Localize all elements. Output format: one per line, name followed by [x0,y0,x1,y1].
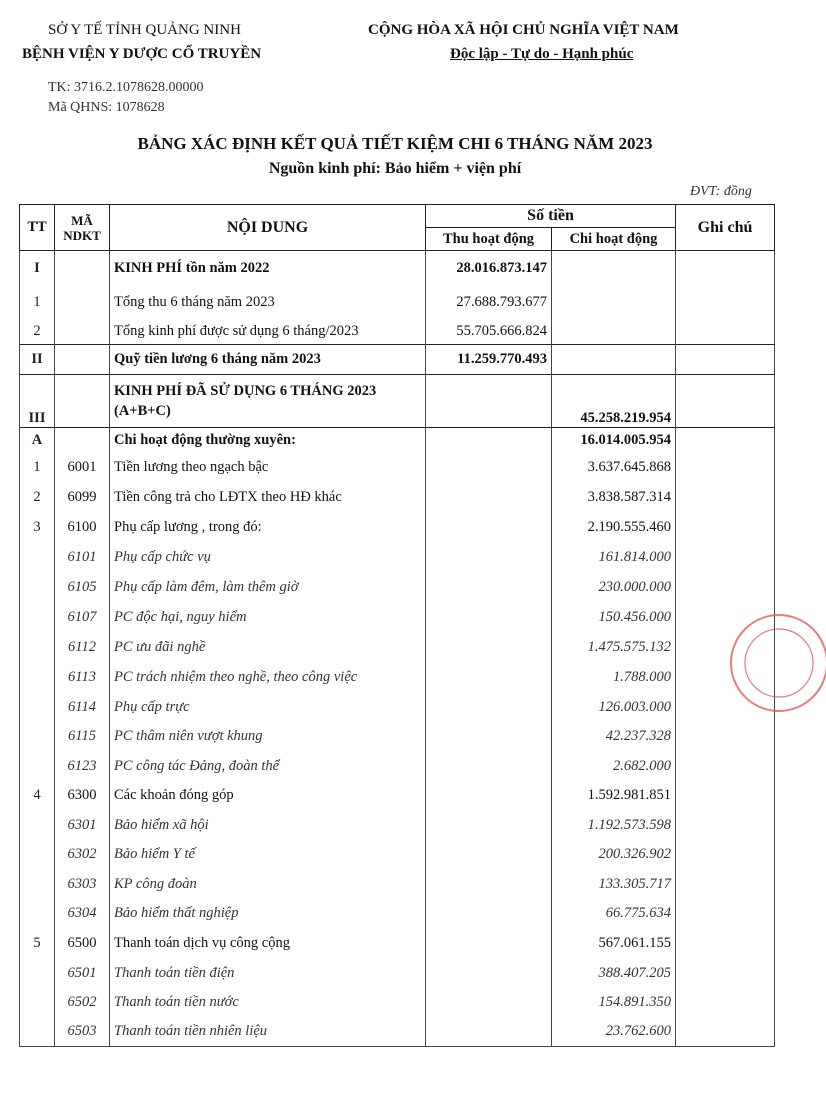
row-expense [552,345,676,375]
row-content: Thanh toán dịch vụ công cộng [110,929,426,959]
row-content: Phụ cấp lương , trong đó: [110,513,426,543]
row-code: 6114 [55,693,110,722]
table-row [20,513,775,543]
row-code: 6105 [55,573,110,603]
unit-label: ĐVT: đồng [690,184,752,199]
row-note [676,345,775,375]
row-content: Tổng thu 6 tháng năm 2023 [110,286,426,320]
row-content: PC thâm niên vượt khung [110,722,426,752]
row-note [676,929,775,959]
row-content: Bảo hiểm xã hội [110,811,426,840]
row-note [676,320,775,345]
qhns-code: Mã QHNS: 1078628 [48,100,165,115]
row-content: Phụ cấp chức vụ [110,543,426,573]
row-tt [20,573,55,603]
row-income [426,453,552,483]
row-code: 6503 [55,1017,110,1047]
row-tt [20,543,55,573]
header-tt: TT [20,205,55,251]
row-code: 6501 [55,959,110,988]
row-income [426,959,552,988]
row-content: Tiền lương theo ngạch bậc [110,453,426,483]
row-note [676,1017,775,1047]
savings-table [19,204,775,1047]
row-code: 6123 [55,752,110,781]
republic-name: CỘNG HÒA XÃ HỘI CHỦ NGHĨA VIỆT NAM [368,22,679,38]
row-expense: 567.061.155 [552,929,676,959]
row-expense: 16.014.005.954 [552,428,676,453]
row-income [426,752,552,781]
row-expense: 45.258.219.954 [552,375,676,428]
row-code: 6099 [55,483,110,513]
row-content: PC công tác Đảng, đoàn thể [110,752,426,781]
table-row [20,543,775,573]
row-expense: 66.775.634 [552,899,676,929]
row-tt [20,1017,55,1047]
row-expense: 2.190.555.460 [552,513,676,543]
row-code: 6115 [55,722,110,752]
table-row [20,428,775,453]
row-tt [20,722,55,752]
row-income: 28.016.873.147 [426,251,552,286]
row-code [55,375,110,428]
row-content: PC ưu đãi nghề [110,633,426,663]
table-row [20,633,775,663]
row-tt: 4 [20,781,55,811]
row-content: Chi hoạt động thường xuyên: [110,428,426,453]
row-code: 6300 [55,781,110,811]
row-income: 27.688.793.677 [426,286,552,320]
table-row [20,1017,775,1047]
row-content: Quỹ tiền lương 6 tháng năm 2023 [110,345,426,375]
row-code: 6107 [55,603,110,633]
row-code: 6302 [55,840,110,870]
row-expense: 161.814.000 [552,543,676,573]
row-code: 6502 [55,988,110,1017]
table-row [20,870,775,899]
row-expense: 42.237.328 [552,722,676,752]
row-expense: 2.682.000 [552,752,676,781]
row-content: Phụ cấp làm đêm, làm thêm giờ [110,573,426,603]
row-income [426,1017,552,1047]
row-note [676,752,775,781]
row-expense: 1.192.573.598 [552,811,676,840]
row-content: Thanh toán tiền nước [110,988,426,1017]
row-tt: III [20,375,55,428]
row-note [676,428,775,453]
row-tt [20,870,55,899]
row-code: 6100 [55,513,110,543]
row-tt [20,840,55,870]
row-code: 6500 [55,929,110,959]
row-expense: 126.003.000 [552,693,676,722]
row-expense: 3.838.587.314 [552,483,676,513]
row-note [676,453,775,483]
table-row [20,483,775,513]
row-tt [20,752,55,781]
row-expense: 3.637.645.868 [552,453,676,483]
row-code: 6303 [55,870,110,899]
row-expense: 200.326.902 [552,840,676,870]
row-tt: 2 [20,320,55,345]
row-tt: 5 [20,929,55,959]
row-expense: 1.788.000 [552,663,676,693]
row-expense: 230.000.000 [552,573,676,603]
row-income: 11.259.770.493 [426,345,552,375]
row-note [676,988,775,1017]
row-expense: 1.475.575.132 [552,633,676,663]
row-income: 55.705.666.824 [426,320,552,345]
table-row [20,929,775,959]
header-expense: Chi hoạt động [552,228,676,251]
national-motto: Độc lập - Tự do - Hạnh phúc [450,46,634,62]
row-content: PC trách nhiệm theo nghề, theo công việc [110,663,426,693]
row-expense: 23.762.600 [552,1017,676,1047]
row-income [426,781,552,811]
table-row [20,251,775,286]
row-tt [20,899,55,929]
row-note [676,513,775,543]
row-tt: A [20,428,55,453]
row-content: Thanh toán tiền điện [110,959,426,988]
row-income [426,603,552,633]
row-code [55,286,110,320]
row-note [676,899,775,929]
row-income [426,513,552,543]
table-row [20,603,775,633]
row-note [676,959,775,988]
row-content: PC độc hại, nguy hiểm [110,603,426,633]
document-subtitle: Nguồn kinh phí: Bảo hiểm + viện phí [268,160,522,177]
row-expense: 154.891.350 [552,988,676,1017]
row-income [426,483,552,513]
table-row [20,899,775,929]
row-content: Thanh toán tiền nhiên liệu [110,1017,426,1047]
table-row [20,573,775,603]
header-note: Ghi chú [676,205,775,251]
table-row [20,320,775,345]
row-code: 6001 [55,453,110,483]
header-income: Thu hoạt động [426,228,552,251]
row-income [426,811,552,840]
row-content: Tiền công trả cho LĐTX theo HĐ khác [110,483,426,513]
row-expense: 388.407.205 [552,959,676,988]
row-income [426,899,552,929]
table-row [20,375,775,428]
row-note [676,870,775,899]
row-code: 6301 [55,811,110,840]
row-note [676,483,775,513]
table-row [20,811,775,840]
row-income [426,693,552,722]
table-row [20,345,775,375]
table-row [20,959,775,988]
row-code: 6101 [55,543,110,573]
row-income [426,988,552,1017]
row-note [676,722,775,752]
row-income [426,929,552,959]
row-income [426,663,552,693]
hospital-name: BỆNH VIỆN Y DƯỢC CỔ TRUYỀN [22,46,262,62]
row-income [426,870,552,899]
row-income [426,428,552,453]
row-tt [20,959,55,988]
row-code: 6113 [55,663,110,693]
row-content: Các khoản đóng góp [110,781,426,811]
table-row [20,781,775,811]
row-code [55,251,110,286]
row-content: KP công đoàn [110,870,426,899]
row-tt [20,811,55,840]
row-note [676,286,775,320]
table-row [20,752,775,781]
row-note [676,375,775,428]
row-expense [552,286,676,320]
row-expense: 150.456.000 [552,603,676,633]
table-row [20,722,775,752]
row-tt [20,633,55,663]
row-note [676,573,775,603]
row-note [676,840,775,870]
row-tt: II [20,345,55,375]
table-body [20,251,775,1047]
row-code: 6304 [55,899,110,929]
row-tt [20,663,55,693]
table-row [20,988,775,1017]
account-number: TK: 3716.2.1078628.00000 [48,80,204,95]
row-expense [552,251,676,286]
department-name: SỞ Y TẾ TỈNH QUẢNG NINH [48,22,241,38]
table-row [20,286,775,320]
table-row [20,453,775,483]
row-expense [552,320,676,345]
row-tt: 1 [20,453,55,483]
row-code [55,320,110,345]
table-row [20,840,775,870]
row-note [676,811,775,840]
row-code [55,428,110,453]
row-income [426,722,552,752]
row-content: Bảo hiểm thất nghiệp [110,899,426,929]
row-expense: 1.592.981.851 [552,781,676,811]
table-row [20,693,775,722]
row-tt: I [20,251,55,286]
row-content: Phụ cấp trực [110,693,426,722]
row-income [426,633,552,663]
row-content: KINH PHÍ ĐÃ SỬ DỤNG 6 THÁNG 2023 (A+B+C) [110,375,426,428]
row-content: Tổng kinh phí được sử dụng 6 tháng/2023 [110,320,426,345]
row-code: 6112 [55,633,110,663]
row-content: KINH PHÍ tồn năm 2022 [110,251,426,286]
row-tt: 3 [20,513,55,543]
row-income [426,573,552,603]
row-note [676,781,775,811]
row-tt [20,693,55,722]
row-note [676,251,775,286]
row-income [426,840,552,870]
row-tt: 1 [20,286,55,320]
header-content: NỘI DUNG [110,205,426,251]
row-income [426,375,552,428]
row-content: Bảo hiểm Y tế [110,840,426,870]
header-amount: Số tiền [426,205,676,228]
row-tt [20,603,55,633]
row-code [55,345,110,375]
stamp-seal [724,608,826,718]
row-note [676,543,775,573]
table-row [20,663,775,693]
row-expense: 133.305.717 [552,870,676,899]
row-income [426,543,552,573]
row-tt: 2 [20,483,55,513]
row-tt [20,988,55,1017]
header-code: MÃ NDKT [55,205,110,251]
document-title: BẢNG XÁC ĐỊNH KẾT QUẢ TIẾT KIỆM CHI 6 THÁNG NĂM 2023 [137,134,653,153]
